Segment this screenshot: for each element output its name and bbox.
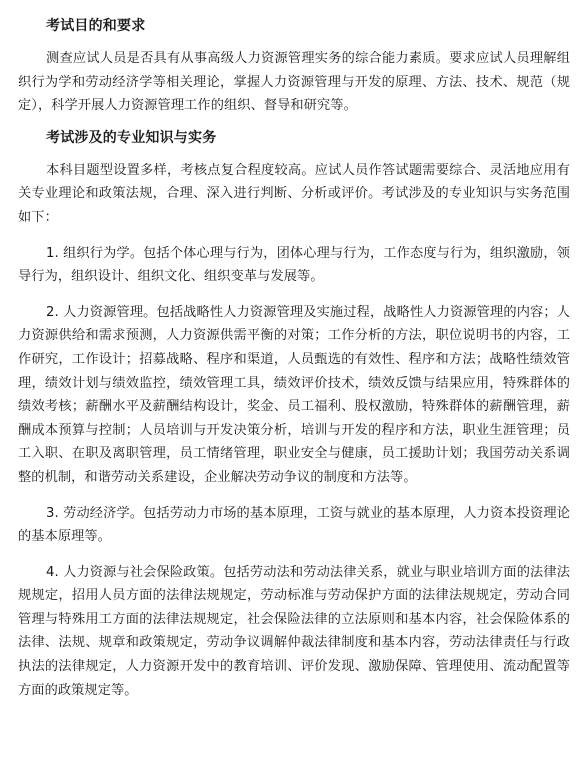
list-item [18, 301, 570, 490]
paragraph-organizational-behavior: 1. 组织行为学。包括个体心理与行为，团体心理与行为，工作态度与行为，组织激励，领导行为，组织设计、组织文化、组织变革与发展等。 [18, 245, 570, 285]
list-item [18, 242, 570, 289]
paragraph-hr-management: 2. 人力资源管理。包括战略性人力资源管理及实施过程，战略性人力资源管理的内容；人力资源供给和需求预测，人力资源供需平衡的对策；工作分析的方法，职位说明书的内容，工作研究，工作设计；招募战略、程序和渠道，人员甄选的有效性、程序和方法；战略性绩效管理，绩效计划与绩效监控，绩效管理工具，绩效评价技术，绩效反馈与结果应用，特殊群体的绩效考核；薪酬水平及薪酬结构设计，奖金、员工福利、股权激励，特殊群体的薪酬管理，薪酬成本预算与控制；人员培训与开发决策分析，培训与开发的程序和方法，职业生涯管理；员工入职、在职及离职管理，员工情绪管理，职业安全与健康，员工援助计划；我国劳动关系调整的机制，和谐劳动关系建设，企业解决劳动争议的制度和方法等。 [18, 304, 570, 485]
section-title-knowledge: 考试涉及的专业知识与实务 [46, 129, 217, 146]
paragraph-labor-economics: 3. 劳动经济学。包括劳动力市场的基本原理，工资与就业的基本原理，人力资本投资理论的基本原理等。 [18, 505, 570, 545]
paragraph-social-insurance-policy: 4. 人力资源与社会保险政策。包括劳动法和劳动法律关系，就业与职业培训方面的法律法规规定，招用人员方面的法律法规规定，劳动标准与劳动保护方面的法律法规规定，劳动合同管理与特殊用工方面的法律法规规定，社会保险法律的立法原则和基本内容，社会保险体系的法律、法规、规章和政策规定，劳动争议调解仲裁法律制度和基本内容，劳动法律责任与行政执法的法律规定，人力资源开发中的教育培训、评价发现、激励保障、管理使用、流动配置等方面的政策规定等。 [18, 564, 570, 698]
section-title-purpose: 考试目的和要求 [46, 18, 146, 34]
paragraph-purpose: 测查应试人员是否具有从事高级人力资源管理实务的综合能力素质。要求应试人员理解组织行为学和劳动经济学等相关理论，掌握人力资源管理与开发的原理、方法、技术、规范（规定），科学开展人力资源管理工作的组织、督导和研究等。 [18, 51, 570, 114]
paragraph-intro: 本科目题型设置多样，考核点复合程度较高。应试人员作答试题需要综合、灵活地应用有关专业理论和政策法规，合理、深入进行判断、分析或评价。考试涉及的专业知识与实务范围如下： [18, 162, 570, 225]
list-item [18, 502, 570, 549]
list-item [18, 561, 570, 703]
